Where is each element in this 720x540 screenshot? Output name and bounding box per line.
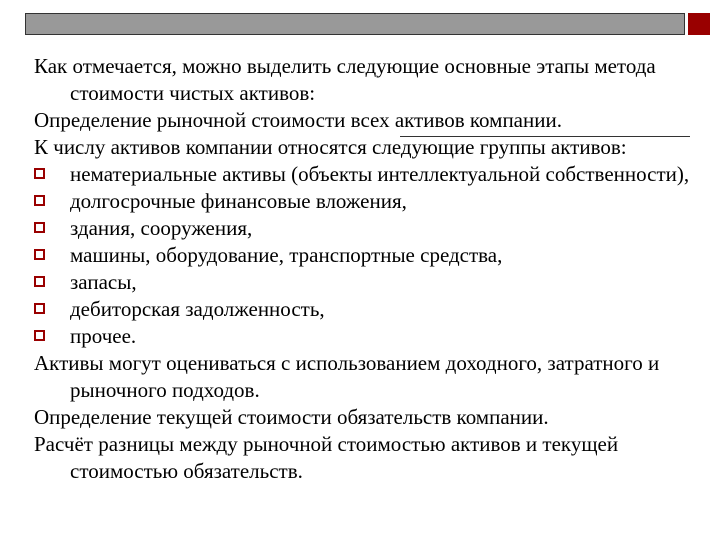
step-2-text: Определение текущей стоимости обязательств компании.	[34, 405, 549, 429]
step-1-text: Определение рыночной стоимости всех активов компании.	[34, 108, 562, 132]
square-bullet-icon	[34, 195, 45, 206]
valuation-note: Активы могут оцениваться с использованием доходного, затратного и рыночного подходов.	[34, 351, 660, 402]
header-bar	[25, 13, 685, 35]
list-item-text: долгосрочные финансовые вложения,	[70, 189, 407, 213]
square-bullet-icon	[34, 222, 45, 233]
list-item	[34, 161, 706, 188]
intro-text: Как отмечается, можно выделить следующие основные этапы метода стоимости чистых активов:	[34, 54, 656, 105]
list-item	[34, 323, 706, 350]
step-3-text: Расчёт разницы между рыночной стоимостью активов и текущей стоимостью обязательств.	[34, 432, 619, 483]
list-item-text: здания, сооружения,	[70, 216, 253, 240]
list-item-text: машины, оборудование, транспортные средства,	[70, 243, 503, 267]
square-bullet-icon	[34, 303, 45, 314]
square-bullet-icon	[34, 168, 45, 179]
square-bullet-icon	[34, 276, 45, 287]
list-item	[34, 242, 706, 269]
list-item-text: нематериальные активы (объекты интеллектуальной собственности),	[70, 162, 690, 186]
list-item	[34, 215, 706, 242]
list-item	[34, 296, 706, 323]
list-item	[34, 188, 706, 215]
list-item-text: прочее.	[70, 324, 137, 348]
asset-groups-intro: К числу активов компании относятся следующие группы активов:	[34, 135, 627, 159]
square-bullet-icon	[34, 249, 45, 260]
list-item-text: запасы,	[70, 270, 137, 294]
corner-accent-square	[688, 13, 710, 35]
square-bullet-icon	[34, 330, 45, 341]
asset-groups-list	[34, 161, 706, 350]
list-item	[34, 269, 706, 296]
list-item-text: дебиторская задолженность,	[70, 297, 325, 321]
slide-body	[34, 53, 706, 485]
